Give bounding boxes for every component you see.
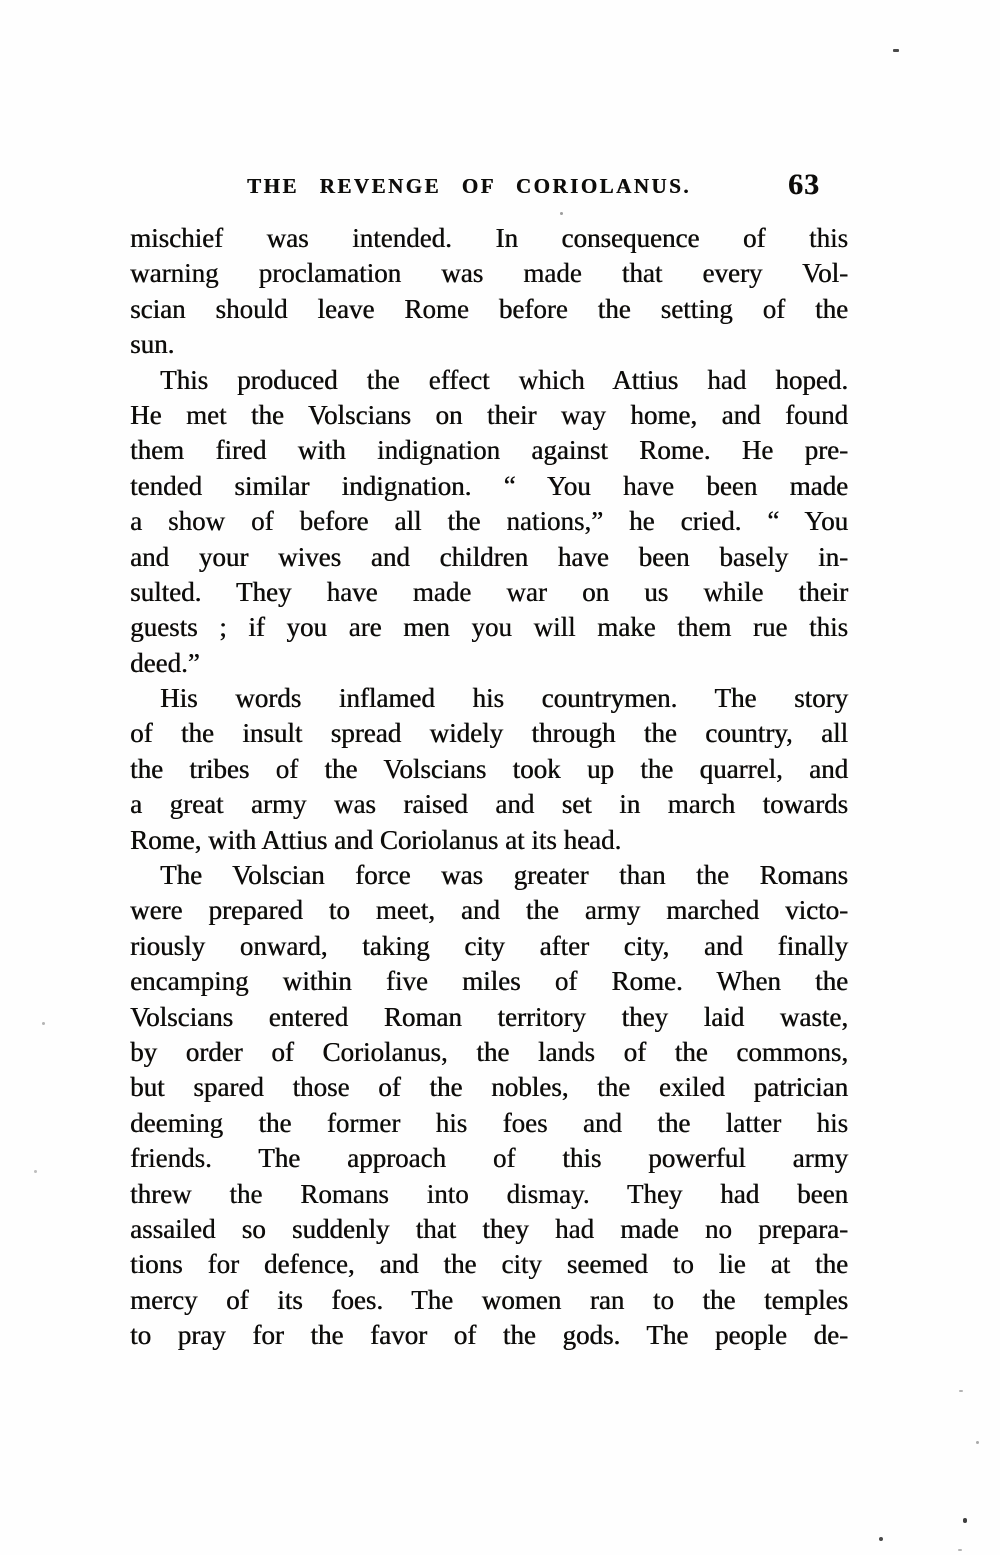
text-line-p4-l3: riously onward, taking city after city, and finally [130,930,848,961]
text-line-p1-l4: sun. [130,329,175,360]
text-line-p1-l1: mischief was intended. In consequence of this [130,223,848,253]
scan-speck [34,1170,37,1173]
scan-speck [893,49,899,52]
text-line-p3-l4: a great army was raised and set in march towards [130,789,848,820]
scan-speck [963,1518,967,1523]
scan-speck [42,1022,45,1025]
text-line-p2-l5: a show of before all the nations,” he cried. “ You [130,506,848,537]
text-block [130,221,848,1354]
scan-speck [560,212,563,215]
text-line-p2-l2: He met the Volscians on their way home, and found [130,399,848,430]
scan-speck [959,1390,963,1392]
text-line-p3-l3: the tribes of the Volscians took up the quarrel, and [130,753,848,784]
text-line-p4-l9: friends. The approach of this powerful army [130,1143,848,1174]
text-line-p4-l4: encamping within five miles of Rome. When the [130,966,848,997]
scan-speck [958,1549,962,1551]
text-line-p2-l4: tended similar indignation. “ You have been made [130,470,848,501]
text-line-p4-l8: deeming the former his foes and the latter his [130,1107,848,1138]
scan-speck [879,1537,883,1541]
text-line-p2-l1: This produced the effect which Attius had hoped. [160,364,848,395]
text-line-p4-l10: threw the Romans into dismay. They had been [130,1178,848,1209]
text-line-p4-l5: Volscians entered Roman territory they laid waste, [130,1001,848,1032]
text-line-p4-l7: but spared those of the nobles, the exiled patrician [130,1072,848,1103]
text-line-p4-l11: assailed so suddenly that they had made no prepara- [130,1213,848,1244]
text-line-p4-l13: mercy of its foes. The women ran to the temples [130,1284,848,1315]
text-line-p4-l6: by order of Coriolanus, the lands of the commons, [130,1036,848,1067]
text-line-p2-l3: them fired with indignation against Rome. He pre- [130,435,848,466]
text-line-p4-l14: to pray for the favor of the gods. The people de- [130,1320,848,1351]
text-line-p2-l7: sulted. They have made war on us while their [130,576,848,607]
running-head [130,168,848,202]
text-line-p2-l8: guests ; if you are men you will make them rue this [130,612,848,643]
text-line-p4-l12: tions for defence, and the city seemed to lie at the [130,1249,848,1280]
text-line-p4-l2: were prepared to meet, and the army marched victo- [130,895,848,926]
text-line-p1-l2: warning proclamation was made that every Vol- [130,258,848,289]
text-line-p3-l5: Rome, with Attius and Coriolanus at its head. [130,824,622,855]
text-line-p2-l9: deed.” [130,647,200,678]
text-line-p2-l6: and your wives and children have been basely in- [130,541,848,572]
text-line-p3-l1: His words inflamed his countrymen. The story [160,683,848,714]
text-line-p4-l1: The Volscian force was greater than the Romans [160,860,848,891]
text-line-p1-l3: scian should leave Rome before the setting of the [130,293,848,324]
text-line-p3-l2: of the insult spread widely through the country, all [130,718,848,749]
running-title: THE REVENGE OF CORIOLANUS. [247,174,691,198]
page-number: 63 [788,168,820,201]
scan-speck [976,1441,979,1444]
